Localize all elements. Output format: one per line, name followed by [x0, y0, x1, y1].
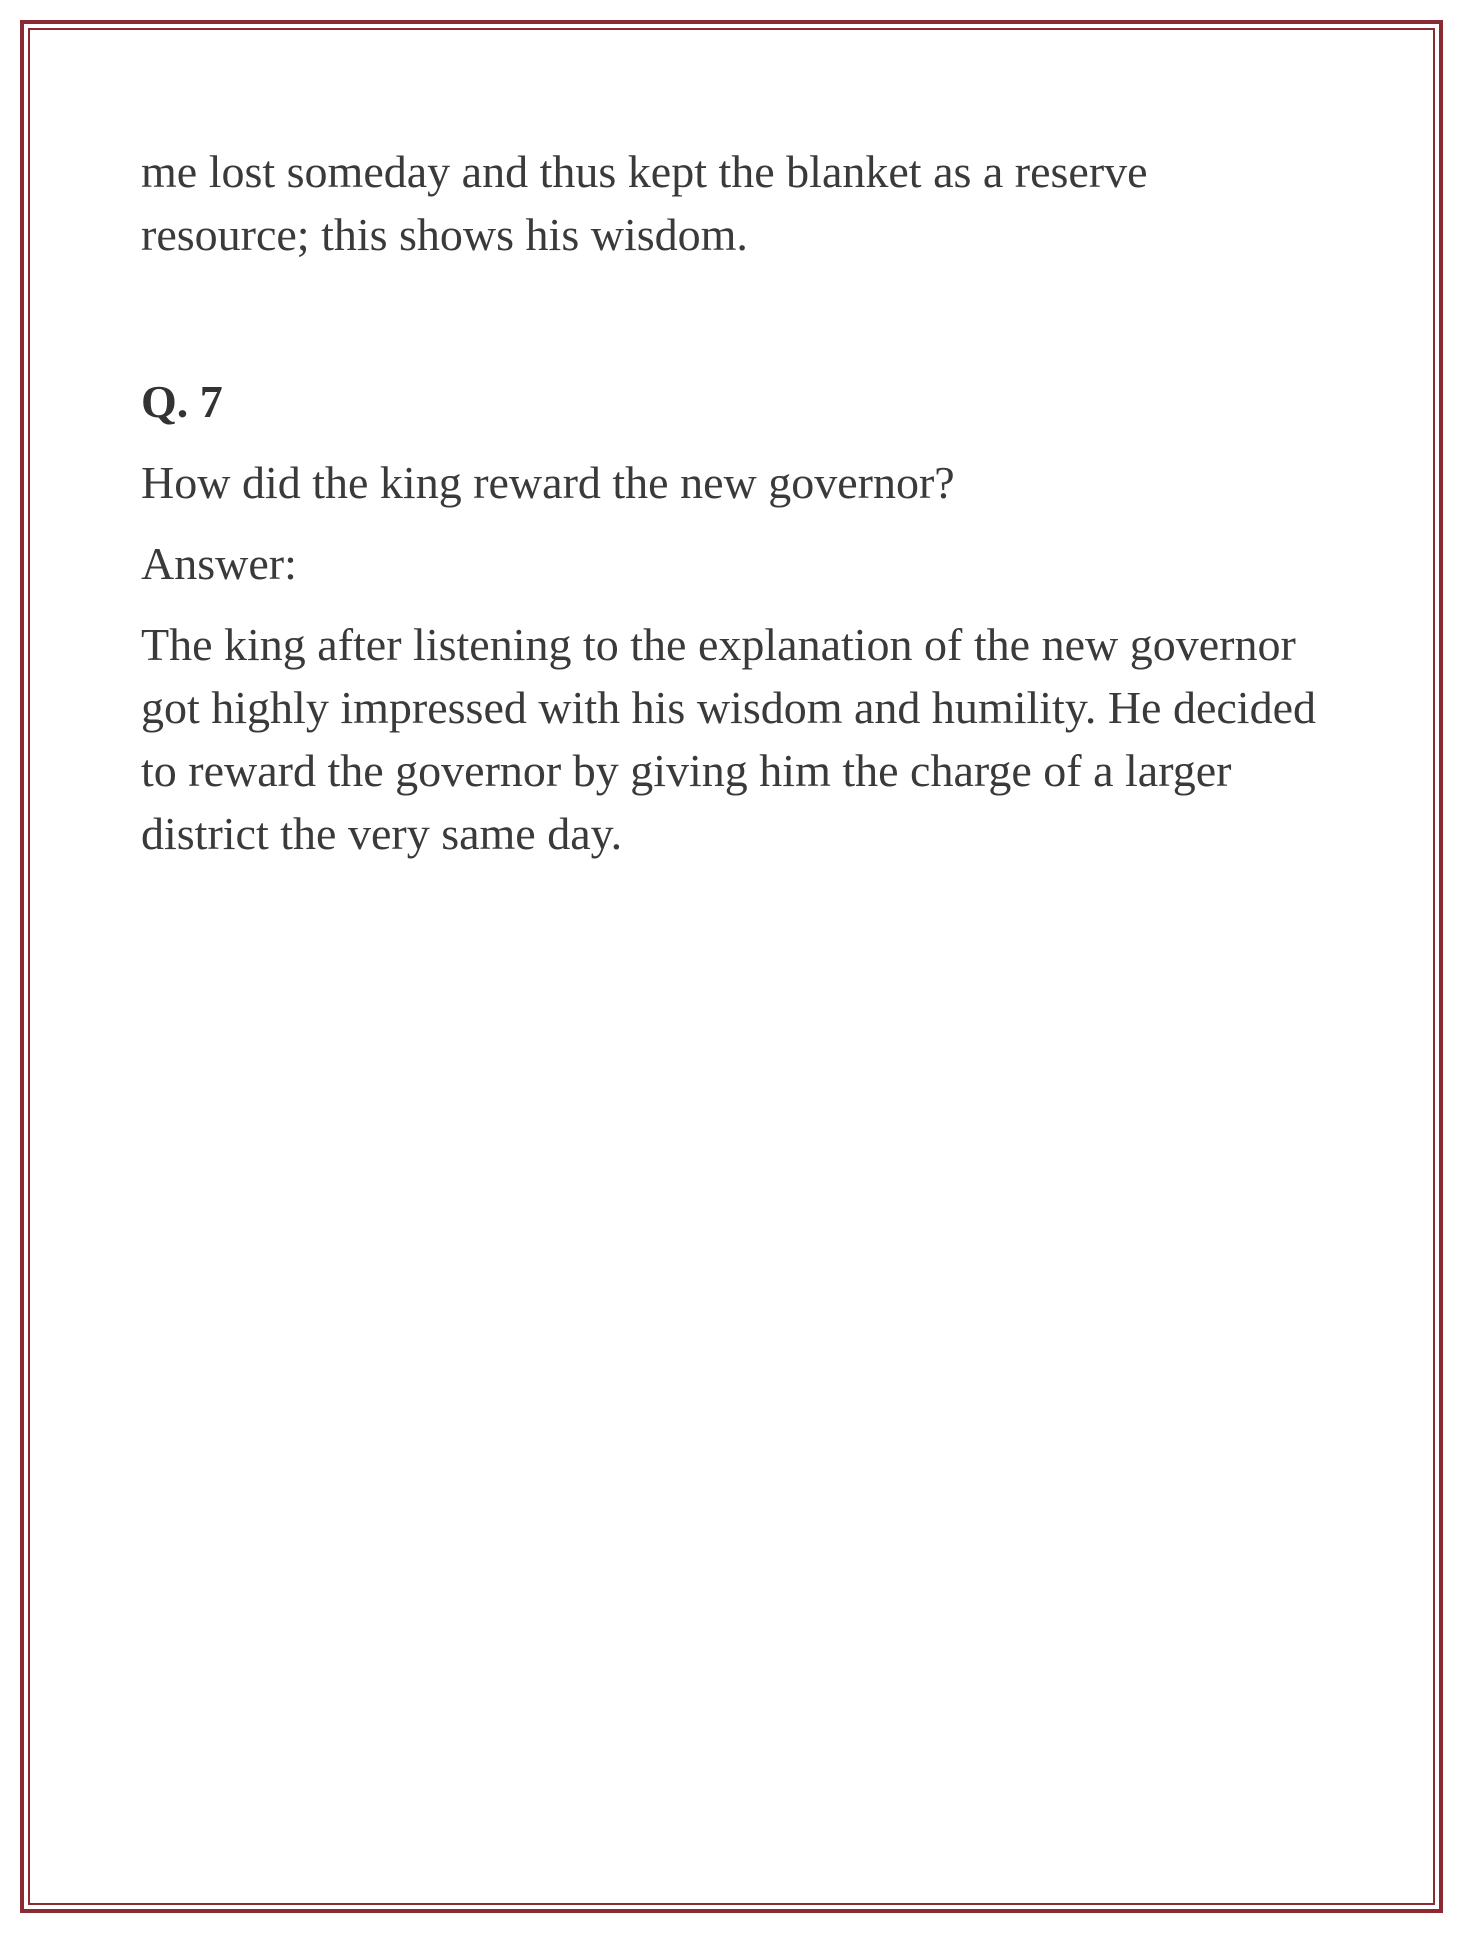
answer-label: Answer: — [141, 538, 297, 589]
continuation-paragraph: me lost someday and thus kept the blanket as a reserve resource; this shows his wisdom. — [141, 146, 1148, 260]
question-number: Q. 7 — [141, 376, 223, 427]
question-text: How did the king reward the new governor? — [141, 457, 955, 508]
answer-text: The king after listening to the explanation of the new governor got highly impressed with his wisdom and humility. He decided to reward the governor by giving him the charge of a larger district the very same day. — [141, 619, 1316, 859]
page-content — [141, 140, 1321, 865]
